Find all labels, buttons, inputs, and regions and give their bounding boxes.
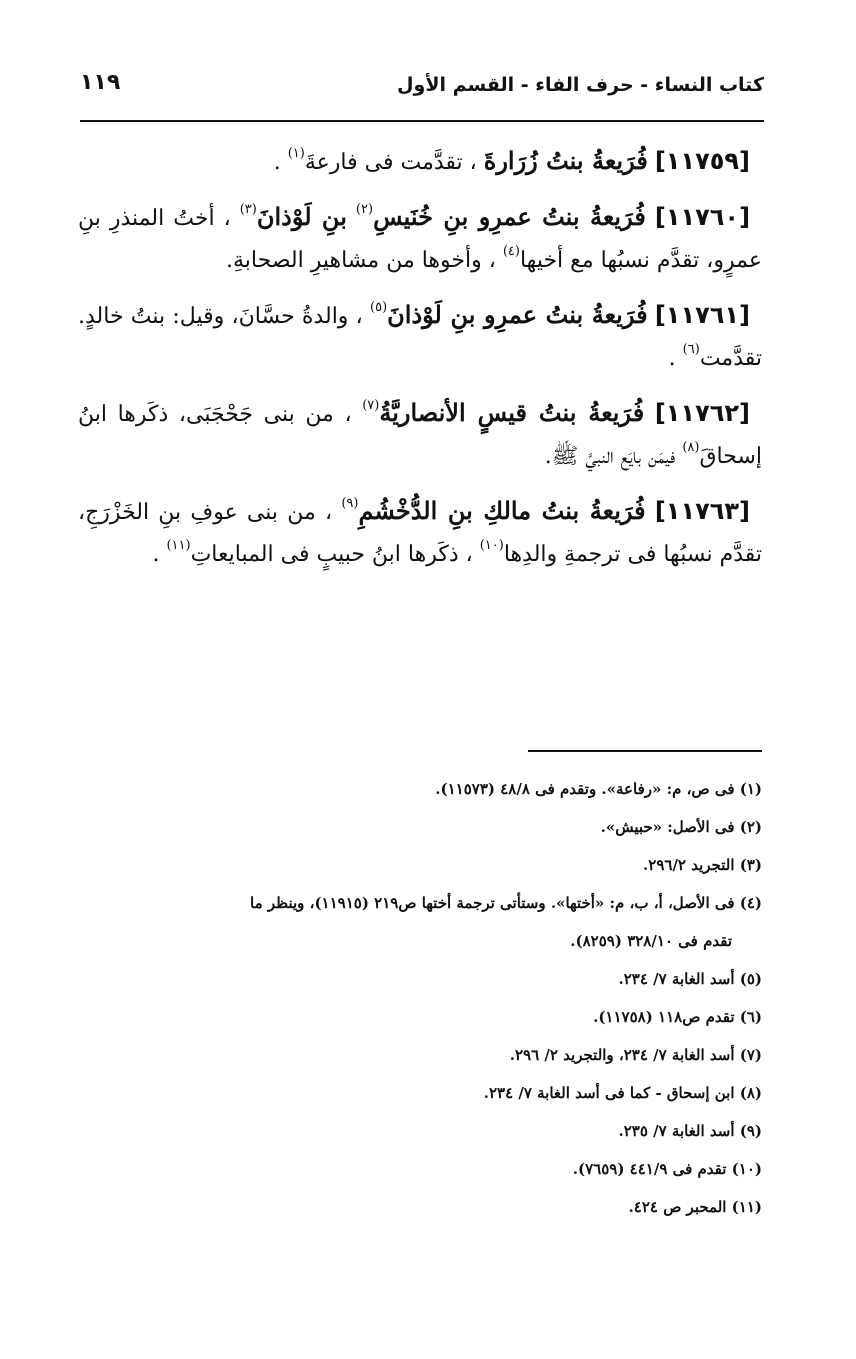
footnote-ref: (١)	[287, 145, 305, 161]
entry-tail: .	[152, 542, 160, 567]
footnote-6: (٦) تقدم ص١١٨ (١١٧٥٨).	[593, 1008, 762, 1026]
running-title: كتاب النساء - حرف الفاء - القسم الأول	[397, 74, 764, 96]
entry-text: ، والدةُ حسَّانَ، وقيل: بنتُ خالدٍ. تقدَّمت	[78, 304, 762, 371]
footnote-4	[78, 884, 762, 960]
footnotes	[78, 770, 762, 1226]
footnote-1: (١) فى ص، م: «رفاعة». وتقدم فى ٤٨/٨ (١١٥٧٣).	[435, 780, 762, 798]
footnote-ref: (٤)	[502, 243, 520, 259]
entry-name: فُرَيعةُ بنتُ عمرِو بنِ لَوْذانَ	[387, 300, 648, 329]
footnote-ref: (٨)	[682, 439, 700, 455]
entry-tail: .	[668, 346, 676, 371]
footnote-4-cont: تقدم فى ٣٢٨/١٠ (٨٢٥٩).	[570, 932, 732, 950]
footnote-11: (١١) المحبر ص ٤٢٤.	[628, 1198, 762, 1216]
footnote-ref: (٧)	[362, 397, 380, 413]
footnote-9: (٩) أسد الغابة ٧/ ٢٣٥.	[618, 1122, 762, 1140]
footnote-ref: (٢)	[355, 201, 374, 217]
entry-tail: .	[273, 150, 281, 175]
main-text	[78, 140, 762, 588]
entry-11760	[78, 196, 762, 282]
entry-name: فُرَيعةُ بنتُ عمرِو بنِ خُنَيسِ	[373, 202, 646, 231]
footnote-8: (٨) ابن إسحاق - كما فى أسد الغابة ٧/ ٢٣٤.	[483, 1084, 762, 1102]
entry-number: [١١٧٦٢]	[654, 399, 750, 427]
footnote-ref: (٣)	[239, 201, 257, 217]
footnote-4-text: (٤) فى الأصل، أ، ب، م: «أختها». وستأتى ترجمة أختها ص٢١٩ (١١٩١٥)، وينظر ما	[250, 894, 762, 912]
footnote-ref: (٦)	[682, 341, 700, 357]
entry-11761	[78, 294, 762, 380]
entry-tail: ، وأخوها من مشاهيرِ الصحابةِ.	[226, 248, 496, 273]
footnote-5: (٥) أسد الغابة ٧/ ٢٣٤.	[618, 970, 762, 988]
entry-text: ، أختُ المنذرِ بنِ عمرٍو، تقدَّم نسبُها مع أخيها	[78, 206, 762, 273]
entry-text-cont: ، ذكَرها ابنُ حبيبٍ فى المبايعاتِ	[190, 542, 473, 567]
footnote-rule	[528, 750, 762, 752]
entry-text: ، من بنى جَحْجَبَى، ذكَرها ابنُ إسحاقَ	[78, 402, 762, 469]
entry-11763	[78, 490, 762, 576]
entry-11759	[78, 140, 762, 184]
footnote-2: (٢) فى الأصل: «حبيش».	[600, 818, 762, 836]
footnote-10: (١٠) تقدم فى ٤٤١/٩ (٧٦٥٩).	[572, 1160, 762, 1178]
entry-number: [١١٧٦٣]	[654, 497, 751, 525]
entry-text: ، من بنى عوفِ بنِ الخَزْرَجِ، تقدَّم نسبُها فى ترجمةِ والدِها	[78, 500, 762, 567]
header-rule	[80, 120, 764, 122]
footnote-7: (٧) أسد الغابة ٧/ ٢٣٤، والتجريد ٢/ ٢٩٦.	[509, 1046, 762, 1064]
entry-name: فُرَيعةُ بنتُ قيسٍ الأنصاريَّةُ	[379, 398, 645, 427]
entry-number: [١١٧٥٩]	[654, 147, 750, 175]
footnote-ref: (٩)	[341, 495, 359, 511]
running-header	[78, 70, 764, 114]
page-number: ١١٩	[80, 70, 121, 95]
entry-name: فُرَيعةُ بنتُ مالكِ بنِ الدُّخْشُمِ	[358, 496, 646, 525]
entry-name: فُرَيعةُ بنتُ زُرَارةَ	[483, 146, 648, 175]
entry-name-part: بنِ لَوْذانَ	[256, 202, 347, 231]
footnote-ref: (١٠)	[479, 537, 504, 553]
entry-number: [١١٧٦٠]	[654, 203, 751, 231]
footnote-ref: (٥)	[370, 299, 388, 315]
entry-11762	[78, 392, 762, 478]
footnote-3: (٣) التجريد ٢٩٦/٢.	[643, 856, 762, 874]
entry-number: [١١٧٦١]	[654, 301, 751, 329]
entry-tail: فيمَن بايَع النبيَّ ﷺ.	[544, 444, 676, 469]
entry-text: ، تقدَّمت فى فارعةَ	[304, 150, 477, 175]
footnote-ref: (١١)	[166, 537, 191, 553]
